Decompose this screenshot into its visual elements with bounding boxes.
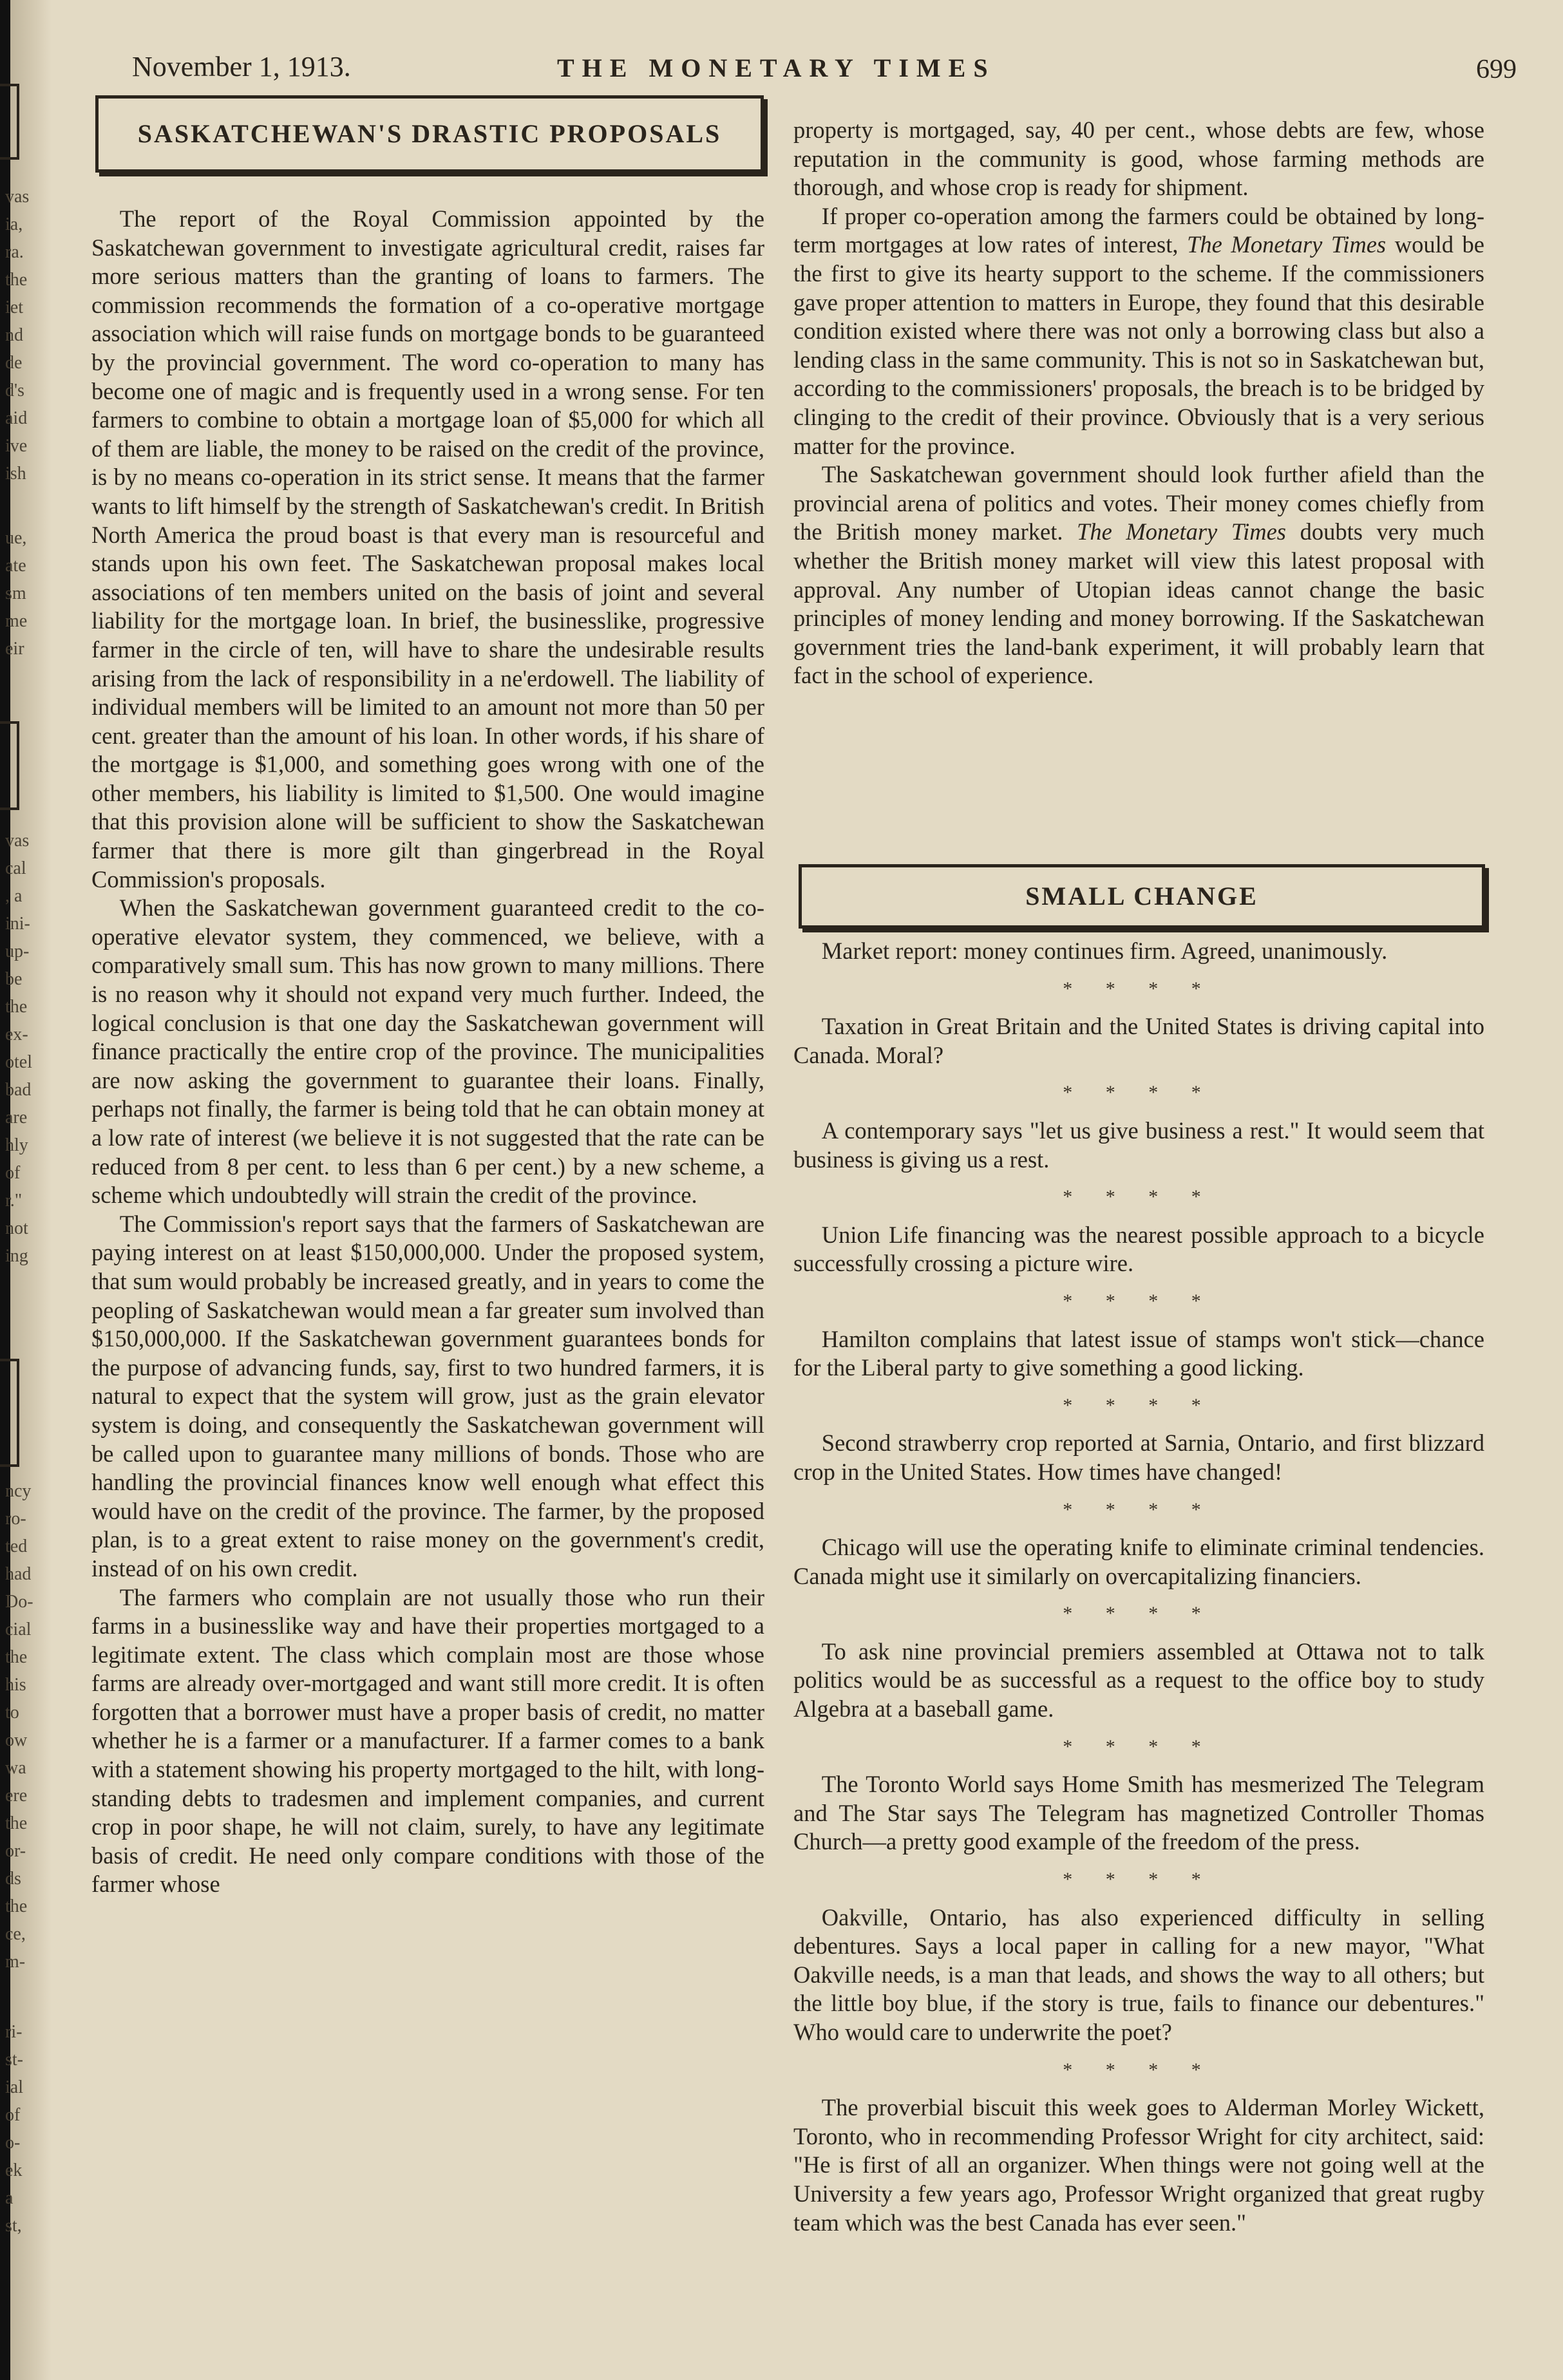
item-separator: * * * * [1063, 2059, 1215, 2081]
fragment: the [5, 1647, 28, 1667]
fragment: nd [5, 325, 23, 345]
fragment: ia, [5, 214, 23, 234]
fragment: ial [5, 2077, 23, 2097]
small-change-title: SMALL CHANGE [799, 864, 1485, 929]
fragment: eir [5, 639, 24, 659]
fragment: ek [5, 2160, 23, 2180]
fragment: ere [5, 1786, 28, 1806]
publication-name: The Monetary Times [1187, 231, 1387, 258]
small-change-item: The Toronto World says Home Smith has mesmerized The Telegram and The Star says The Telegram has magnetized Controller Thomas Church—a pretty good example of the freedom of the press. [793, 1771, 1484, 1855]
small-change-item: Chicago will use the operating knife to eliminate criminal tendencies. Canada might use it similarly on overcapitalizing financiers. [793, 1534, 1484, 1589]
fragment: ted [5, 1536, 28, 1556]
item-separator: * * * * [1063, 1498, 1215, 1520]
text-run: The Saskatchewan government should look further afield than the provincial arena of politics and votes. Their money comes chiefly from the British money market. [793, 461, 1484, 545]
fragment: wa [5, 1758, 26, 1778]
item-separator: * * * * [1063, 1082, 1215, 1104]
fragment: ds [5, 1869, 21, 1889]
article-paragraph [793, 202, 1484, 460]
small-change-item: Union Life financing was the nearest possible approach to a bicycle successfully crossing a picture wire. [793, 1221, 1484, 1277]
fragment: ex- [5, 1025, 28, 1044]
fragment: the [5, 997, 28, 1017]
fragment: ro- [5, 1509, 26, 1529]
article-column-left [91, 205, 764, 1899]
small-change-item: Market report: money continues firm. Agreed, unanimously. [821, 938, 1388, 964]
fragment: de [5, 353, 23, 373]
item-separator: * * * * [1063, 978, 1215, 999]
fragment: me [5, 611, 28, 631]
fragment: not [5, 1218, 28, 1238]
fragment: o- [5, 2133, 21, 2153]
fragment: ra. [5, 242, 24, 262]
fragment: be [5, 969, 23, 989]
article-column-right [793, 116, 1484, 690]
item-separator: * * * * [1063, 1735, 1215, 1757]
fragment: iet [5, 298, 23, 317]
small-change-item: The proverbial biscuit this week goes to Alderman Morley Wickett, Toronto, who in recommending Professor Wright for city architect, said: "He is first of all an organizer. When things were not going well at the University a few years ago, Professor Wright organized that great rugby team which was the best Canada has ever seen." [793, 2094, 1484, 2236]
fragment: ini- [5, 914, 30, 934]
fragment: his [5, 1675, 26, 1695]
fragment: st- [5, 2050, 23, 2070]
article-paragraph: The Commission's report says that the farmers of Saskatchewan are paying interest on at least $150,000,000. Under the proposed system, that sum would probably be increased greatly, and in years to come the peopling of Saskatchewan would mean a far greater sum involved than $150,000,000. If the Saskatchewan government guarantees bonds for the purpose of advancing funds, say, first to two hundred farmers, it is natural to expect that the system will grow, just as the grain elevator system is doing, and consequently the Saskatchewan government will be called upon to guarantee many millions of bonds. Those who are handling the provincial finances know well enough what effect this would have on the credit of the province. The farmer, by the proposed plan, is to a great extent to raise money on the government's credit, instead of on his own credit. [91, 1210, 764, 1582]
fragment: Do- [5, 1592, 33, 1612]
fragment: ive [5, 436, 28, 456]
small-change-item: Taxation in Great Britain and the United States is driving capital into Canada. Moral? [793, 1013, 1484, 1068]
small-change-column [793, 937, 1484, 2260]
fragment: ncy [5, 1481, 32, 1501]
text-run: If proper co-operation among the farmers could be obtained by long-term mortgages at low rates of interest, [793, 202, 1484, 258]
fragment: bad [5, 1080, 32, 1100]
fragment: ing [5, 1246, 28, 1266]
fragment: otel [5, 1052, 32, 1072]
small-change-item: To ask nine provincial premiers assembled at Ottawa not to talk politics would be as successful as a request to the office boy to study Algebra at a baseball game. [793, 1638, 1484, 1723]
article-paragraph: The farmers who complain are not usually those who run their farms in a businesslike way and have their properties mortgaged to a legitimate extent. The class which complain most are those whose farms are already over-mortgaged and want still more credit. It is often forgotten that a borrower must have a proper basis of credit, no matter whether he is a farmer or a manufacturer. If a farmer comes to a bank with a statement showing his property mortgaged to the hilt, with long-standing debts to tradesmen and implement companies, and current crop in poor shape, he will not claim, surely, to have any legitimate basis of credit. He need only compare conditions with those of the farmer whose [91, 1583, 764, 1898]
article-paragraph [793, 460, 1484, 690]
fragment: ish [5, 464, 26, 484]
issue-date: November 1, 1913. [132, 51, 351, 82]
fragment: d's [5, 381, 24, 401]
text-run: would be the first to give its hearty support to the scheme. If the commissioners gave proper attention to matters in Europe, they found that this desirable condition existed where there was not only a borrowing class but also a lending class in the same community. This is not so in Saskatchewan but, according to the commissioners' proposals, the breach is to be bridged by clinging to the credit of their province. Obviously that is a very serious matter for the province. [793, 231, 1485, 459]
text-run: doubts very much whether the British money market will view this latest proposal with approval. Any number of Utopian ideas cannot change the basic principles of money lending and money borrowing. If the Saskatchewan government tries the land-bank experiment, it will probably learn that fact in the school of experience. [793, 518, 1485, 689]
item-separator: * * * * [1063, 1290, 1215, 1312]
adjacent-page-box [0, 721, 19, 810]
fragment: the [5, 1896, 28, 1916]
article-title: SASKATCHEWAN'S DRASTIC PROPOSALS [95, 95, 764, 173]
article-paragraph: The report of the Royal Commission appointed by the Saskatchewan government to investigate agricultural credit, raises far more serious matters than the granting of loans to farmers. The commission recommends the formation of a co-operative mortgage association which will raise funds on mortgage bonds to be guaranteed by the provincial government. The word co-operation to many has become one of magic and is frequently used in a wrong sense. For ten farmers to combine to obtain a mortgage loan of $5,000 for which all of them are liable, the money to be raised on the credit of the province, is by no means co-operation in its strict sense. It means that the farmer wants to lift himself by the strength of Saskatchewan's credit. In British North America the proud boast is that every man is resourceful and stands upon his own feet. The Saskatchewan proposal makes local associations of ten members united on the basis of joint and several liability for the mortgage loan. In brief, the businesslike, progressive farmer in the circle of ten, will have to share the undesirable results arising from the lack of responsibility in a ne'erdowell. The liability of individual members will be limited to an amount not more than 50 per cent. greater than the amount of his loan. In other words, if his share of the mortgage is $1,000, and something goes wrong with one of the other members, his liability is limited to $1,500. One would imagine that this provision alone will be sufficient to show the Saskatchewan farmer that there is more gilt than gingerbread in the Royal Commission's proposals. [91, 205, 764, 892]
running-header [132, 50, 1517, 89]
fragment: , a [5, 886, 23, 906]
fragment: of [5, 1163, 21, 1183]
fragment: vas [5, 831, 30, 851]
fragment: the [5, 1813, 28, 1833]
page-number: 699 [1476, 55, 1517, 84]
fragment: r." [5, 1191, 23, 1211]
article-paragraph: When the Saskatchewan government guaranteed credit to the co-operative elevator system, they commenced, we believe, with a comparatively small sum. This has now grown to many millions. There is no reason why it should not expand very much further. Indeed, the logical conclusion is that one day the Saskatchewan government will finance practically the entire crop of the province. The municipalities are now asking the government to guarantee their loans. Finally, perhaps not finally, the farmer is being told that he can obtain money at a low rate of interest (we believe it is not suggested that the rate can be reduced from 8 per cent. to less than 6 per cent.) by a new scheme, a scheme which undoubtedly will strain the credit of the province. [91, 894, 764, 1209]
fragment: to [5, 1703, 19, 1723]
fragment: hly [5, 1135, 28, 1155]
fragment: or- [5, 1841, 26, 1861]
fragment: sm [5, 583, 26, 603]
small-change-item: Second strawberry crop reported at Sarnia, Ontario, and first blizzard crop in the United States. How times have changed! [793, 1430, 1484, 1485]
fragment: cal [5, 858, 26, 878]
small-change-item: A contemporary says "let us give business a rest." It would seem that business is giving us a rest. [793, 1117, 1484, 1173]
article-paragraph-continued: property is mortgaged, say, 40 per cent., whose debts are few, whose reputation in the community is good, whose farming methods are thorough, and whose crop is ready for shipment. [793, 117, 1484, 201]
fragment: vas [5, 187, 30, 207]
fragment: up- [5, 941, 30, 961]
adjacent-page-box [0, 84, 19, 160]
fragment: ate [5, 556, 26, 576]
item-separator: * * * * [1063, 1186, 1215, 1208]
masthead: THE MONETARY TIMES [557, 53, 996, 82]
fragment: of [5, 2105, 21, 2125]
fragment: the [5, 270, 28, 290]
publication-name: The Monetary Times [1077, 518, 1287, 545]
fragment: st, [5, 2216, 22, 2236]
fragment: aid [5, 408, 28, 428]
fragment: ce, [5, 1924, 26, 1944]
small-change-item: Oakville, Ontario, has also experienced difficulty in selling debentures. Says a local paper in calling for a new mayor, "What Oakville needs, is a man that leads, and shows the way to all others; but the little boy blue, if the story is true, fails to finance our debentures." Who would care to underwrite the poet? [793, 1903, 1484, 2045]
fragment: ue, [5, 528, 27, 548]
fragment: cial [5, 1620, 32, 1639]
fragment: ri- [5, 2022, 23, 2042]
item-separator: * * * * [1063, 1394, 1215, 1416]
fragment: ow [5, 1730, 28, 1750]
adjacent-page-box [0, 1359, 19, 1467]
fragment: m- [5, 1952, 26, 1972]
fragment: had [5, 1564, 32, 1584]
item-separator: * * * * [1063, 1869, 1215, 1891]
fragment: are [5, 1108, 28, 1128]
item-separator: * * * * [1063, 1603, 1215, 1625]
fragment: a [5, 2188, 14, 2208]
small-change-item: Hamilton complains that latest issue of stamps won't stick—chance for the Liberal party to give something a good licking. [793, 1325, 1484, 1381]
